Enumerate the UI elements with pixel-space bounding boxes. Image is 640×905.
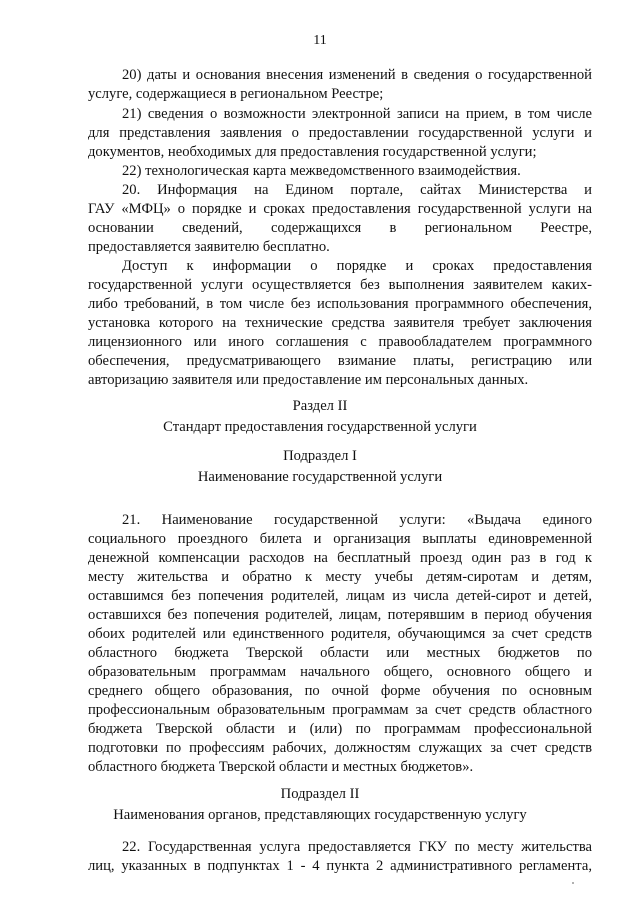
text-line: авторизацию заявителя или предоставление им персональных данных. bbox=[88, 372, 529, 388]
text-line: оставшихся без попечения родителей, лицам, потерявшим в период обучения bbox=[88, 607, 592, 623]
text-line: образовательным программам начального общего, основного общего и bbox=[88, 664, 592, 680]
subsection-heading: Подраздел I bbox=[283, 448, 357, 464]
text-line: установка которого на технические средства заявителя требует заключения bbox=[88, 315, 592, 331]
text-line: 21. Наименование государственной услуги: «Выдача единого bbox=[122, 512, 592, 528]
text-line: обеспечения, предусматривающего взимание платы, регистрацию или bbox=[88, 353, 592, 369]
subsection-title: Наименования органов, представляющих государственную услугу bbox=[113, 807, 527, 823]
text-line: предоставляется заявителю бесплатно. bbox=[88, 239, 330, 255]
text-line: государственной услуги осуществляется без выполнения заявителем каких- bbox=[88, 277, 592, 293]
text-line: областного бюджета Тверской области или местных бюджетов по bbox=[88, 645, 592, 661]
text-line: для представления заявления о предоставлении государственной услуги и bbox=[88, 125, 592, 141]
text-line: профессиональным образовательным программам за счет средств областного bbox=[88, 702, 592, 718]
text-line: 22. Государственная услуга предоставляется ГКУ по месту жительства bbox=[122, 839, 592, 855]
text-line: основании сведений, содержащихся в региональном Реестре, bbox=[88, 220, 592, 236]
text-line: 20) даты и основания внесения изменений в сведения о государственной bbox=[122, 67, 592, 83]
subsection-title: Наименование государственной услуги bbox=[197, 469, 443, 485]
page-number: 11 bbox=[313, 33, 327, 48]
text-line: подготовки по профессиям рабочих, должностям служащих за счет средств bbox=[88, 740, 592, 756]
text-line: 22) технологическая карта межведомственного взаимодействия. bbox=[122, 163, 521, 179]
text-line: лиц, указанных в подпунктах 1 - 4 пункта 2 административного регламента, bbox=[88, 858, 592, 874]
text-line: ГАУ «МФЦ» о порядке и сроках предоставления государственной услуги на bbox=[88, 201, 592, 217]
text-line: лицензионного или иного соглашения с правообладателем программного bbox=[88, 334, 592, 350]
text-line: бюджета Тверской области и (или) по программам профессиональной bbox=[88, 721, 592, 737]
text-line: Доступ к информации о порядке и сроках предоставления bbox=[122, 258, 592, 274]
text-line: 20. Информация на Едином портале, сайтах Министерства и bbox=[122, 182, 592, 198]
text-line: среднего общего образования, по очной форме обучения по основным bbox=[88, 683, 592, 699]
subsection-heading: Подраздел II bbox=[280, 786, 360, 802]
scan-speck bbox=[572, 882, 574, 884]
text-line: документов, необходимых для предоставления государственной услуги; bbox=[88, 144, 537, 160]
section-title: Стандарт предоставления государственной услуги bbox=[163, 419, 477, 435]
text-line: областного бюджета Тверской области и местных бюджетов». bbox=[88, 759, 474, 775]
text-line: либо требований, в том числе без использования программного обеспечения, bbox=[88, 296, 592, 312]
text-line: социального проездного билета и организация выплаты единовременной bbox=[88, 531, 592, 547]
text-line: 21) сведения о возможности электронной записи на прием, в том числе bbox=[122, 106, 592, 122]
section-heading: Раздел II bbox=[292, 398, 348, 414]
text-line: месту жительства и обратно к месту учебы детям-сиротам и детям, bbox=[88, 569, 592, 585]
text-line: оставшимся без попечения родителей, лицам из числа детей-сирот и детей, bbox=[88, 588, 592, 604]
text-line: услуге, содержащиеся в региональном Реестре; bbox=[88, 86, 384, 102]
text-line: обоих родителей или единственного родителя, обучающимся за счет средств bbox=[88, 626, 592, 642]
text-line: денежной компенсации расходов на бесплатный проезд один раз в год к bbox=[88, 550, 592, 566]
